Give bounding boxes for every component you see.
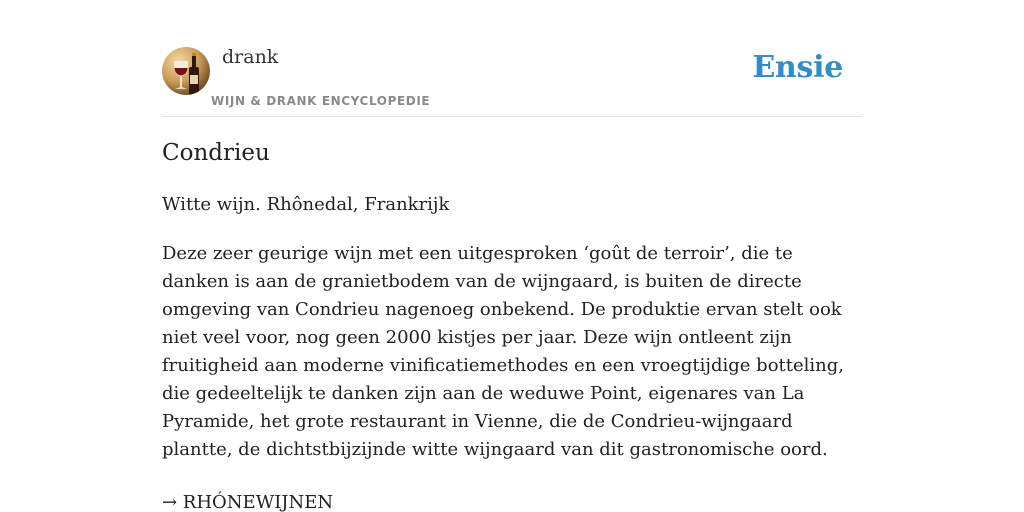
site-avatar[interactable] (162, 47, 210, 95)
site-header (162, 0, 862, 117)
article-subtitle: Witte wijn. Rhônedal, Frankrijk (162, 194, 450, 215)
wine-bottle-glass-icon (162, 47, 210, 95)
related-link-rhonewijnen[interactable]: → RHÓNEWIJNEN (162, 492, 334, 512)
ensie-logo-link[interactable]: Ensie (752, 50, 843, 85)
page-container (162, 0, 862, 512)
article-title: Condrieu (162, 140, 270, 166)
article-body: Deze zeer geurige wijn met een uitgesproken ‘goût de terroir’, die te danken is aan de granietbodem van de wijngaard, is buiten de directe omgeving van Condrieu nagenoeg onbekend. De produktie ervan stelt ook niet veel voor, nog geen 2000 kistjes per jaar. Deze wijn ontleent zijn fruitigheid aan moderne vinificatiemethodes en een vroegtijdige botteling, die gedeeltelijk te danken zijn aan de weduwe Point, eigenares van La Pyramide, het grote restaurant in Vienne, die de Condrieu-wijngaard plantte, de dichtstbijzijnde witte wijngaard van dit gastronomische oord. (162, 243, 845, 460)
site-name-link[interactable]: drank (222, 46, 279, 68)
site-subtitle: WIJN & DRANK ENCYCLOPEDIE (211, 94, 431, 108)
